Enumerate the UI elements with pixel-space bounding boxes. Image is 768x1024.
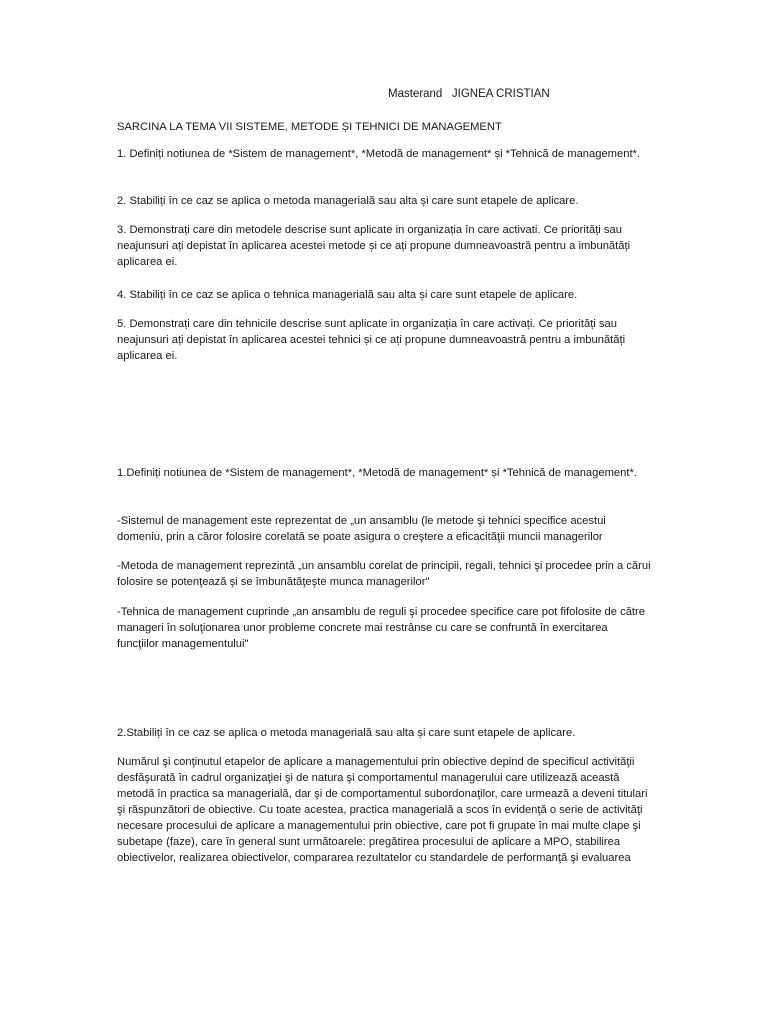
question-text: 2. Stabiliți în ce caz se aplica o metoda managerială sau alta și care sunt etapele de aplicare.	[117, 195, 579, 207]
question-2	[117, 193, 651, 209]
question-text: 3. Demonstrați care din metodele descrise sunt aplicate in organizația în care activati. Ce priorități sau neajunsuri ați depistat în aplicarea acestei metode și ce ați propune dumneavoastră pentru a imbunătăți aplicarea ei.	[117, 224, 631, 268]
question-text: 4. Stabiliți în ce caz se aplica o tehnica managerială sau alta și care sunt etapele de aplicare.	[117, 289, 578, 301]
author-line: Masterand JIGNEA CRISTIAN	[388, 88, 550, 100]
answer-method-application	[117, 754, 651, 866]
answer-text: -Sistemul de management este reprezentat de „un ansamblu (le metode şi tehnici specifice acestui domeniu, prin a căror folosire corelată se poate asigura o creştere a eficacităţii muncii managerilor	[117, 515, 606, 543]
question-1	[117, 146, 651, 162]
question-text: 1. Definiți notiunea de *Sistem de management*, *Metodă de management* și *Tehnică de management*.	[117, 148, 641, 160]
section-heading-text: 2.Stabiliți în ce caz se aplica o metoda managerială sau alta și care sunt etapele de aplicare.	[117, 727, 576, 739]
section-2-heading	[117, 725, 651, 741]
question-4	[117, 287, 651, 303]
question-text: 5. Demonstrați care din tehnicile descrise sunt aplicate in organizația în care activați. Ce priorități sau neajunsuri ați depistat în aplicarea acestei tehnici și ce ați propune dumneavoastră pentru a imbunătăți aplicarea ei.	[117, 318, 626, 362]
answer-text: Numărul şi conţinutul etapelor de aplicare a managementului prin obiective depind de specificul activităţii desfăşurată în cadrul organizaţiei şi de natura şi comportamentul managerului care utilizează această metodă în practica sa managerială, dar şi de comportamentul subordonaţilor, care urmează a deveni titulari şi răspunzători de obiective. Cu toate acestea, practica managerială a scos în evidenţă o serie de activităţi necesare procesului de aplicare a managementului prin obiective, care pot fi grupate în mai multe clape şi subetape (faze), care în general sunt următoarele: pregătirea procesului de aplicare a MPO, stabilirea obiectivelor, realizarea obiectivelor, compararea rezultatelor cu standardele de performanţă şi evaluarea	[117, 756, 648, 864]
answer-technique-definition	[117, 604, 651, 652]
answer-system-definition	[117, 513, 651, 545]
question-5	[117, 316, 651, 364]
answer-text: -Tehnica de management cuprinde „an ansamblu de reguli şi procedee specifice care pot fifolosite de către manageri în soluţionarea unor probleme concrete mai restrânse cu care se confruntă în exercitarea funcţiilor managementului"	[117, 606, 645, 650]
answer-method-definition	[117, 558, 651, 590]
assignment-title	[117, 119, 651, 135]
question-3	[117, 222, 651, 270]
answer-text: -Metoda de management reprezintă „un ansamblu corelat de principii, regali, tehnici şi procedee prin a cărui folosire se potenţează şi se îmbunătăţeşte munca managerilor"	[117, 560, 651, 588]
section-heading-text: 1.Definiți notiunea de *Sistem de management*, *Metodă de management* și *Tehnică de management*.	[117, 467, 637, 479]
section-1-heading	[117, 465, 651, 481]
assignment-title-text: SARCINA LA TEMA VII SISTEME, METODE ȘI TEHNICI DE MANAGEMENT	[117, 121, 502, 133]
